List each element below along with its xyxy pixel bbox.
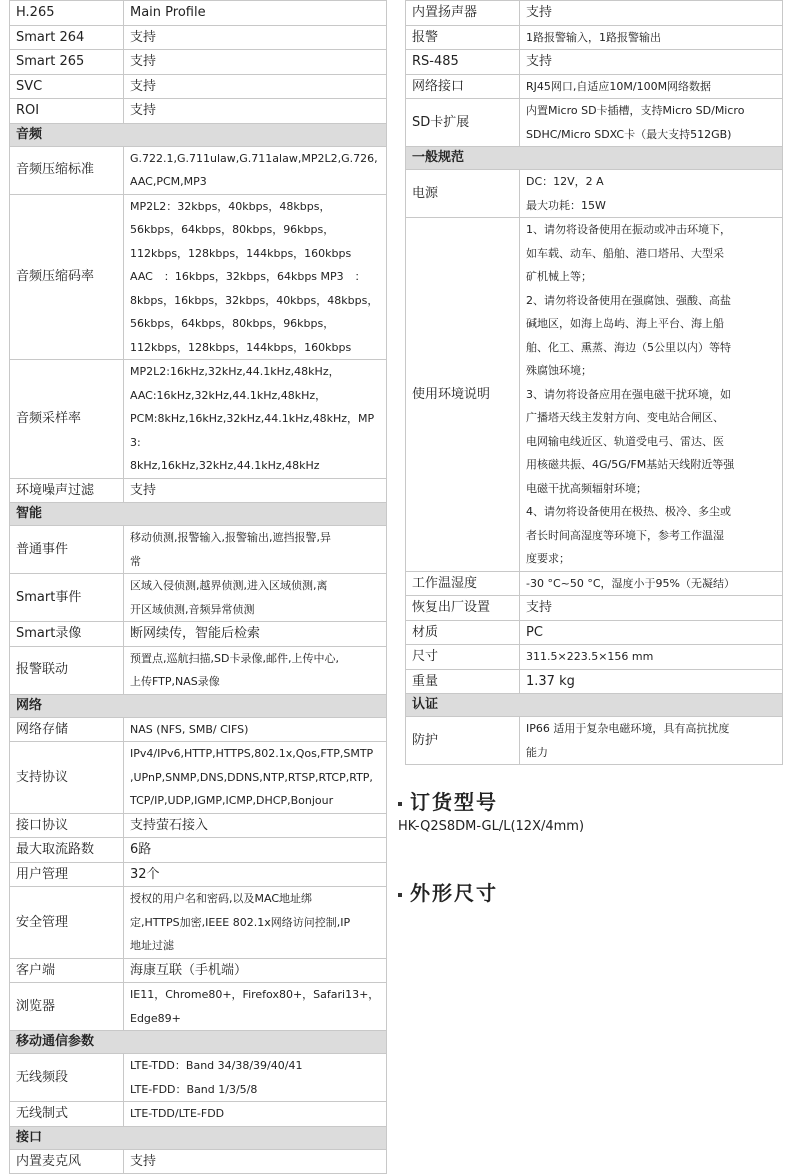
spec-value-line: 2、请勿将设备使用在强腐蚀、强酸、高盐 (526, 293, 731, 307)
spec-value-line: 地址过滤 (130, 939, 174, 952)
spec-value (124, 983, 387, 1031)
spec-key: Smart录像 (10, 622, 124, 647)
spec-key: 无线频段 (10, 1054, 124, 1102)
spec-value-line: 断网续传，智能后检索 (130, 626, 261, 641)
spec-row (10, 838, 387, 863)
spec-value (124, 194, 387, 360)
spec-row (10, 646, 387, 694)
spec-row (406, 717, 783, 765)
spec-value-line: 区域入侵侦测,越界侦测,进入区域侦测,离 (130, 579, 328, 592)
spec-row (10, 99, 387, 124)
spec-row (10, 1149, 387, 1174)
section-header-row (406, 694, 783, 717)
spec-row (10, 25, 387, 50)
spec-row (406, 25, 783, 50)
spec-value-line: 上传FTP,NAS录像 (130, 675, 220, 688)
spec-value-line: Edge89+ (130, 1011, 181, 1025)
spec-key: 最大取流路数 (10, 838, 124, 863)
spec-value (124, 742, 387, 814)
spec-row (406, 170, 783, 218)
spec-key: 网络接口 (406, 74, 520, 99)
spec-key: 客户端 (10, 958, 124, 983)
spec-value-line: 3、请勿将设备应用在强电磁干扰环境，如 (526, 387, 731, 401)
spec-row (406, 1, 783, 26)
spec-row (10, 50, 387, 75)
spec-key: 无线制式 (10, 1102, 124, 1127)
spec-key: 环境噪声过滤 (10, 478, 124, 503)
spec-key: 工作温湿度 (406, 571, 520, 596)
spec-value-line: 112kbps，128kbps，144kbps，160kbps (130, 340, 352, 354)
spec-key: 内置麦克风 (10, 1149, 124, 1174)
spec-value (124, 958, 387, 983)
spec-value-line: 1路报警输入，1路报警输出 (526, 30, 661, 44)
spec-value-line: 度要求； (526, 552, 570, 565)
spec-row (406, 74, 783, 99)
spec-value-line: 内置Micro SD卡插槽，支持Micro SD/Micro (526, 104, 745, 117)
spec-key: 报警 (406, 25, 520, 50)
spec-value-line: 支持 (526, 5, 553, 20)
spec-value (520, 571, 783, 596)
spec-value-line: -30 °C~50 °C，湿度小于95%（无凝结） (526, 576, 735, 590)
spec-value-line: 支持 (130, 482, 157, 498)
spec-row (406, 50, 783, 75)
spec-key: ROI (10, 99, 124, 124)
spec-row (10, 862, 387, 887)
spec-value (520, 1, 783, 26)
spec-value-line: AAC:16kHz,32kHz,44.1kHz,48kHz， (130, 388, 327, 402)
spec-value (124, 1, 387, 26)
spec-value (124, 74, 387, 99)
spec-row (10, 526, 387, 574)
spec-value-line: 支持 (130, 29, 157, 45)
spec-key: 重量 (406, 669, 520, 694)
spec-value-line: 常 (130, 554, 141, 568)
spec-value (124, 1102, 387, 1127)
spec-value-line: 矿机械上等； (526, 270, 592, 283)
spec-value-line: 1.37 kg (526, 673, 575, 689)
spec-value-line: 定,HTTPS加密,IEEE 802.1x网络访问控制,IP (130, 915, 351, 929)
spec-value-line: LTE-FDD：Band 1/3/5/8 (130, 1082, 258, 1096)
section-title: 智能 (10, 503, 387, 526)
spec-value-line: 311.5×223.5×156 mm (526, 650, 654, 663)
spec-value-line: 支持 (130, 1153, 157, 1169)
spec-value-line: LTE-TDD/LTE-FDD (130, 1107, 225, 1120)
spec-row (10, 983, 387, 1031)
spec-key: 音频采样率 (10, 360, 124, 479)
spec-value (124, 813, 387, 838)
spec-key: SD卡扩展 (406, 99, 520, 147)
spec-key: 用户管理 (10, 862, 124, 887)
dimension-section (398, 877, 498, 906)
spec-value-line: NAS (NFS, SMB/ CIFS) (130, 722, 249, 736)
spec-row (10, 717, 387, 742)
spec-value (520, 218, 783, 572)
spec-row (406, 669, 783, 694)
spec-value-line: 1、请勿将设备使用在振动或冲击环境下， (526, 223, 731, 236)
spec-value (124, 646, 387, 694)
spec-key: SVC (10, 74, 124, 99)
spec-key: 恢复出厂设置 (406, 596, 520, 621)
spec-value (124, 99, 387, 124)
spec-key: 防护 (406, 717, 520, 765)
spec-value-line: Main Profile (130, 5, 206, 20)
spec-row (406, 571, 783, 596)
spec-row (10, 742, 387, 814)
spec-key: Smart事件 (10, 574, 124, 622)
spec-row (10, 194, 387, 360)
spec-value-line: 8kHz,16kHz,32kHz,44.1kHz,48kHz (130, 459, 320, 472)
spec-value (124, 526, 387, 574)
spec-value-line: 56kbps，64kbps，80kbps，96kbps， (130, 223, 335, 236)
spec-value-line: PC (526, 624, 543, 640)
spec-row (10, 622, 387, 647)
spec-value-line: 支持 (130, 54, 157, 69)
bullet-icon (398, 802, 402, 806)
section-title: 移动通信参数 (10, 1031, 387, 1054)
spec-value-line: G.722.1,G.711ulaw,G.711alaw,MP2L2,G.726, (130, 151, 378, 165)
spec-table-left (9, 0, 387, 1174)
section-header-row (406, 147, 783, 170)
spec-value-line: 开区域侦测,音频异常侦测 (130, 602, 255, 616)
spec-key: 内置扬声器 (406, 1, 520, 26)
spec-value-line: 海康互联（手机端） (130, 962, 248, 978)
spec-value-line: 者长时间高湿度等环境下，参考工作温湿 (526, 528, 724, 542)
section-header-row (10, 1031, 387, 1054)
spec-value-line: 112kbps，128kbps，144kbps，160kbps (130, 246, 352, 260)
spec-key: H.265 (10, 1, 124, 26)
spec-value (520, 620, 783, 645)
spec-value (124, 622, 387, 647)
spec-key: 浏览器 (10, 983, 124, 1031)
spec-value-line: IE11，Chrome80+，Firefox80+，Safari13+， (130, 988, 380, 1001)
spec-value-line: RJ45网口,自适应10M/100M网络数据 (526, 79, 712, 93)
spec-row (10, 146, 387, 194)
spec-value-line: 殊腐蚀环境； (526, 364, 592, 377)
spec-value (124, 146, 387, 194)
section-header-row (10, 123, 387, 146)
spec-value-line: AAC,PCM,MP3 (130, 175, 207, 188)
spec-key: 安全管理 (10, 887, 124, 959)
spec-value-line: 8kbps，16kbps，32kbps，40kbps，48kbps， (130, 293, 379, 307)
order-title: 订货型号 (410, 790, 498, 814)
spec-value-line: 56kbps，64kbps，80kbps，96kbps， (130, 317, 335, 330)
section-title: 接口 (10, 1126, 387, 1149)
spec-value-line: ,UPnP,SNMP,DNS,DDNS,NTP,RTSP,RTCP,RTP, (130, 770, 373, 784)
spec-value-line: 支持 (130, 103, 157, 118)
spec-value-line: 最大功耗：15W (526, 198, 606, 212)
spec-value-line: 32个 (130, 866, 160, 882)
spec-key: 尺寸 (406, 645, 520, 670)
spec-value-line: 支持 (130, 78, 157, 94)
spec-key: 使用环境说明 (406, 218, 520, 572)
spec-value-line: IP66 适用于复杂电磁环境，具有高抗扰度 (526, 722, 730, 735)
spec-value-line: 如车载、动车、船舶、港口塔吊、大型采 (526, 246, 724, 260)
spec-key: 接口协议 (10, 813, 124, 838)
spec-value-line: 预置点,巡航扫描,SD卡录像,邮件,上传中心, (130, 651, 339, 665)
spec-key: 音频压缩标准 (10, 146, 124, 194)
section-title: 网络 (10, 694, 387, 717)
spec-row (10, 360, 387, 479)
spec-row (10, 813, 387, 838)
spec-value (124, 574, 387, 622)
spec-value-line: 能力 (526, 745, 548, 759)
spec-key: 音频压缩码率 (10, 194, 124, 360)
section-header-row (10, 694, 387, 717)
spec-value (520, 170, 783, 218)
spec-row (406, 99, 783, 147)
spec-value-line: LTE-TDD：Band 34/38/39/40/41 (130, 1059, 303, 1072)
spec-key: Smart 264 (10, 25, 124, 50)
spec-value (520, 74, 783, 99)
spec-value-line: 支持 (526, 600, 553, 615)
spec-value (520, 717, 783, 765)
spec-value-line: MP2L2:16kHz,32kHz,44.1kHz,48kHz， (130, 365, 340, 378)
spec-value-line: 支持 (526, 54, 553, 69)
spec-value (124, 838, 387, 863)
spec-value-line: 支持萤石接入 (130, 817, 209, 833)
spec-value-line: 授权的用户名和密码,以及MAC地址绑 (130, 892, 312, 905)
spec-value (520, 596, 783, 621)
section-header-row (10, 1126, 387, 1149)
spec-value (520, 645, 783, 670)
order-section (398, 786, 584, 834)
spec-key: RS-485 (406, 50, 520, 75)
spec-row (406, 596, 783, 621)
spec-key: 电源 (406, 170, 520, 218)
spec-value-line: MP2L2：32kbps，40kbps，48kbps， (130, 199, 331, 213)
spec-value-line: IPv4/IPv6,HTTP,HTTPS,802.1x,Qos,FTP,SMTP (130, 747, 374, 760)
section-header-row (10, 503, 387, 526)
spec-key: Smart 265 (10, 50, 124, 75)
spec-value-line: DC：12V，2 A (526, 175, 604, 188)
section-title: 一般规范 (406, 147, 783, 170)
spec-value-line: PCM:8kHz,16kHz,32kHz,44.1kHz,48kHz，MP3: (130, 412, 375, 449)
spec-row (10, 958, 387, 983)
spec-value (124, 717, 387, 742)
spec-value-line: 4、请勿将设备使用在极热、极冷、多尘或 (526, 505, 731, 518)
spec-key: 支持协议 (10, 742, 124, 814)
spec-value (124, 360, 387, 479)
spec-value-line: 6路 (130, 842, 152, 857)
spec-value-line: 广播塔天线主发射方向、变电站合闸区、 (526, 411, 724, 424)
spec-key: 材质 (406, 620, 520, 645)
section-title: 认证 (406, 694, 783, 717)
spec-row (10, 1054, 387, 1102)
spec-row (10, 74, 387, 99)
spec-key: 普通事件 (10, 526, 124, 574)
spec-value-line: SDHC/Micro SDXC卡（最大支持512GB) (526, 127, 732, 141)
spec-value-line: 舶、化工、熏蒸、海边（5公里以内）等特 (526, 340, 731, 354)
spec-value-line: 移动侦测,报警输入,报警输出,遮挡报警,异 (130, 531, 331, 544)
spec-value-line: 用核磁共振、4G/5G/FM基站天线附近等强 (526, 458, 735, 471)
spec-value (124, 1054, 387, 1102)
spec-row (10, 574, 387, 622)
spec-row (406, 620, 783, 645)
spec-value (124, 25, 387, 50)
spec-value-line: 碱地区，如海上岛屿、海上平台、海上船 (526, 317, 724, 330)
spec-row (406, 218, 783, 572)
spec-row (10, 1102, 387, 1127)
spec-row (10, 1, 387, 26)
spec-value-line: TCP/IP,UDP,IGMP,ICMP,DHCP,Bonjour (130, 794, 334, 807)
spec-key: 网络存储 (10, 717, 124, 742)
spec-value (124, 887, 387, 959)
spec-key: 报警联动 (10, 646, 124, 694)
section-title: 音频 (10, 123, 387, 146)
spec-value-line: AAC ：16kbps，32kbps，64kbps MP3 ： (130, 270, 366, 283)
spec-row (10, 478, 387, 503)
spec-value (124, 50, 387, 75)
spec-value (124, 862, 387, 887)
spec-value (124, 478, 387, 503)
spec-value-line: 电磁干扰高频辐射环境； (526, 481, 647, 495)
dimension-title: 外形尺寸 (410, 881, 498, 905)
spec-value-line: 电网输电线近区、轨道受电弓、雷达、医 (526, 434, 724, 448)
bullet-icon (398, 893, 402, 897)
spec-row (10, 887, 387, 959)
spec-value (520, 50, 783, 75)
spec-value (520, 669, 783, 694)
spec-value (520, 25, 783, 50)
spec-value (124, 1149, 387, 1174)
spec-value (520, 99, 783, 147)
spec-row (406, 645, 783, 670)
spec-table-right (405, 0, 783, 765)
order-model: HK-Q2S8DM-GL/L(12X/4mm) (398, 819, 585, 834)
